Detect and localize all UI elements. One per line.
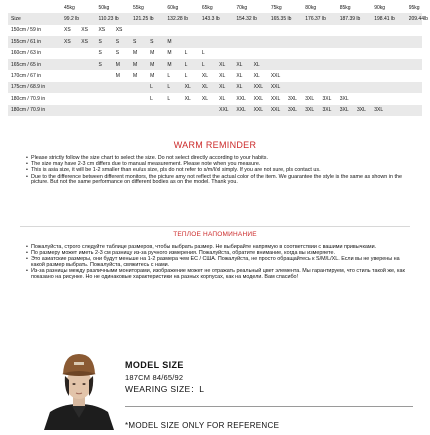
size-cell — [353, 36, 370, 47]
size-cell: 3XL — [370, 105, 387, 116]
size-cell: XL — [236, 73, 243, 80]
size-cell — [284, 82, 301, 93]
size-cell: XL — [184, 95, 191, 102]
size-cell — [215, 48, 232, 59]
size-row — [8, 93, 422, 104]
height-label: 170cm / 67 in — [11, 73, 42, 80]
warm-reminder-heading-ru: ТЕПЛОЕ НАПОМИНАНИЕ — [173, 231, 257, 238]
size-cell — [319, 25, 336, 36]
model-divider — [125, 406, 413, 407]
size-cell: L — [198, 59, 215, 70]
size-cell: XXL — [270, 73, 281, 80]
size-cell: XXL — [270, 95, 281, 102]
weight-kg-cell: 75kg — [270, 4, 282, 11]
size-cell — [387, 82, 404, 93]
weight-kg-cell: 45kg — [64, 4, 75, 11]
size-cell — [198, 36, 215, 47]
size-row — [8, 36, 422, 47]
size-cell — [77, 48, 94, 59]
size-cell — [353, 25, 370, 36]
size-cell — [112, 93, 129, 104]
size-cell — [181, 105, 198, 116]
size-cell — [353, 82, 370, 93]
size-cell — [353, 59, 370, 70]
weight-lb-cell: 132.28 lb — [163, 13, 197, 24]
bullet-icon: • — [26, 161, 28, 168]
reminder-note-text: Due to the difference between different monitors, the picture amy not reflect the actual color of the item. We guarantee the style is the same as shown in the picture. But not the same performance on different bodies as on the model. Thank you. — [31, 173, 402, 186]
size-cell — [250, 48, 267, 59]
size-cell — [284, 70, 301, 81]
reminder-note-text: Из-за разницы между различными мониторами, изображение может не отражать реальный цвет элемента. Мы гарантируем, что стиль такой же, как показано на рисунке. Но не одинаковые характеристики на разных корпусах, как на модели. Вам спасибо! — [31, 268, 405, 281]
size-cell: L — [146, 82, 163, 93]
size-cell: S — [98, 50, 102, 57]
size-cell: XS — [98, 27, 106, 34]
size-cell — [60, 82, 77, 93]
size-cell — [250, 25, 267, 36]
size-cell: M — [146, 59, 163, 70]
size-cell: M — [167, 50, 172, 57]
height-label: 180cm / 70.9 in — [8, 105, 60, 116]
size-cell — [267, 25, 284, 36]
size-cell — [387, 93, 404, 104]
size-row — [8, 70, 422, 81]
reminder-note-text: The size may have 2-3 cm differs due to manual measurement. Please note when you measure. — [31, 161, 261, 168]
size-cell — [284, 48, 301, 59]
size-cell — [129, 25, 146, 36]
size-cell — [60, 48, 77, 59]
size-cell: M — [163, 36, 180, 47]
size-cell: M — [112, 59, 129, 70]
size-cell — [370, 25, 387, 36]
size-cell — [387, 70, 404, 81]
size-cell — [336, 25, 353, 36]
size-cell — [336, 48, 353, 59]
size-cell — [284, 25, 301, 36]
size-cell — [301, 25, 318, 36]
size-cell: L — [184, 50, 188, 57]
size-cell — [336, 82, 353, 93]
size-cell — [163, 25, 180, 36]
size-cell — [319, 59, 336, 70]
size-cell — [146, 105, 163, 116]
size-cell — [60, 93, 77, 104]
size-cell — [319, 70, 336, 81]
size-cell — [370, 82, 387, 93]
size-cell — [94, 82, 111, 93]
bullet-icon: • — [26, 173, 28, 180]
size-cell: XXL — [253, 95, 264, 102]
size-cell: 3XL — [319, 105, 336, 116]
weight-lb-cell: 110.23 lb — [94, 13, 128, 24]
size-cell — [370, 36, 387, 47]
model-size-disclaimer: *MODEL SIZE ONLY FOR REFERENCE — [125, 421, 280, 430]
size-cell: XL — [201, 73, 208, 80]
size-cell — [353, 93, 370, 104]
weight-kg-cell: 90kg — [374, 4, 386, 11]
size-cell — [405, 59, 422, 70]
model-size-title: MODEL SIZE — [125, 360, 184, 370]
size-cell: XL — [215, 59, 232, 70]
size-cell — [267, 59, 284, 70]
weight-kg-row — [8, 2, 422, 13]
size-cell — [267, 36, 284, 47]
size-row — [8, 48, 422, 59]
size-cell: XL — [201, 95, 208, 102]
model-photo — [40, 346, 118, 430]
size-chart — [8, 2, 428, 116]
size-cell: XL — [198, 82, 215, 93]
size-cell: XL — [215, 82, 232, 93]
size-cell — [77, 93, 94, 104]
size-cell: XL — [232, 82, 249, 93]
size-cell — [336, 36, 353, 47]
weight-kg-cell: 95kg — [408, 4, 420, 11]
bullet-icon: • — [26, 244, 28, 250]
size-cell — [232, 48, 249, 59]
size-cell: 3XL — [284, 105, 301, 116]
size-cell: XXL — [250, 82, 267, 93]
size-cell — [405, 105, 422, 116]
size-cell: XXL — [236, 95, 246, 102]
bullet-icon: • — [26, 167, 28, 174]
model-measurements: 187CM 84/65/92 — [125, 373, 184, 382]
size-row — [8, 25, 422, 36]
height-label: 175cm / 68.9 in — [8, 82, 60, 93]
size-cell — [387, 105, 404, 116]
size-cell — [353, 70, 370, 81]
size-cell: XL — [219, 95, 226, 102]
size-cell — [370, 59, 387, 70]
size-cell — [60, 59, 77, 70]
size-cell: XL — [219, 73, 226, 80]
bullet-icon: • — [26, 250, 28, 257]
size-cell: S — [115, 50, 120, 57]
size-cell — [336, 59, 353, 70]
size-cell: M — [150, 50, 155, 57]
size-cell — [370, 70, 387, 81]
size-cell — [301, 70, 318, 81]
size-cell: XS — [64, 27, 71, 34]
size-cell — [232, 36, 249, 47]
size-cell — [215, 25, 232, 36]
size-cell: XXL — [232, 105, 249, 116]
size-cell: L — [184, 73, 188, 80]
size-cell — [77, 105, 94, 116]
size-chart-body — [8, 25, 422, 116]
weight-lb-row — [8, 13, 422, 24]
size-cell: XL — [250, 59, 267, 70]
size-cell: XXL — [267, 105, 284, 116]
weight-lb-cell: 176.37 lb — [301, 13, 335, 24]
size-cell — [336, 70, 353, 81]
size-cell: XL — [253, 73, 260, 80]
size-cell: L — [201, 50, 205, 57]
size-cell — [77, 70, 94, 81]
size-cell — [301, 48, 318, 59]
size-cell: M — [132, 50, 138, 57]
height-label: 160cm / 63 in — [11, 50, 42, 57]
size-cell — [181, 25, 198, 36]
size-cell: 3XL — [305, 95, 315, 102]
size-cell — [284, 36, 301, 47]
size-cell: S — [112, 36, 129, 47]
reminder-note — [26, 269, 410, 281]
weight-kg-cell: 65kg — [201, 4, 213, 11]
size-cell — [387, 36, 404, 47]
size-cell: S — [94, 59, 111, 70]
size-cell: XXL — [267, 82, 284, 93]
weight-lb-cell: 165.35 lb — [267, 13, 301, 24]
reminder-note-text: Please strictly follow the size chart to select the size. Do not select directly according to your habits. — [31, 155, 268, 161]
weight-kg-cell: 85kg — [339, 4, 351, 11]
size-cell — [319, 48, 336, 59]
size-cell — [60, 70, 77, 81]
size-cell: XXL — [250, 105, 267, 116]
size-cell — [405, 25, 422, 36]
size-cell: 3XL — [339, 95, 349, 102]
size-cell: 3XL — [301, 105, 318, 116]
section-divider — [20, 226, 410, 227]
size-cell — [250, 36, 267, 47]
weight-kg-cell: 70kg — [236, 4, 248, 11]
size-cell — [215, 36, 232, 47]
size-cell — [387, 25, 404, 36]
size-cell: 3XL — [353, 105, 370, 116]
size-cell — [77, 82, 94, 93]
size-cell: L — [181, 59, 198, 70]
weight-lb-cell: 209.44lb — [405, 13, 422, 24]
size-cell — [94, 70, 111, 81]
size-cell: XS — [81, 27, 88, 34]
size-cell — [301, 82, 318, 93]
size-cell: S — [146, 36, 163, 47]
size-cell: L — [163, 82, 180, 93]
size-row — [8, 105, 422, 116]
size-cell — [284, 59, 301, 70]
size-cell — [319, 36, 336, 47]
size-cell — [319, 82, 336, 93]
size-cell — [112, 82, 129, 93]
size-chart-table — [8, 2, 428, 116]
size-cell — [198, 105, 215, 116]
size-cell — [405, 36, 422, 47]
size-cell: M — [132, 73, 138, 80]
size-cell: M — [129, 59, 146, 70]
reminder-note — [26, 175, 410, 187]
warm-reminder-notes — [26, 156, 410, 187]
size-cell — [387, 59, 404, 70]
size-cell — [112, 105, 129, 116]
weight-lb-cell: 99.2 lb — [60, 13, 94, 24]
model-illustration — [40, 346, 118, 430]
size-cell — [301, 59, 318, 70]
size-cell — [94, 93, 111, 104]
size-cell: XS — [60, 36, 77, 47]
size-cell: 3XL — [322, 95, 332, 102]
reminder-note-text: Это азиатские размеры, они будут меньше на 1-2 размера чем ЕС / США. Пожалуйста, не просто обращайтесь к S/M/L/XL. Если вы не уверены на какой размер выбрать. Пожалуйста, свяжитесь с нами. — [31, 256, 400, 269]
height-label: 150cm / 59 in — [11, 27, 42, 34]
weight-kg-cell: 50kg — [98, 4, 110, 11]
height-label: 155cm / 61 in — [8, 36, 60, 47]
weight-row-blank — [8, 2, 60, 13]
height-label: 180cm / 70.9 in — [11, 95, 46, 102]
size-cell — [353, 48, 370, 59]
bullet-icon: • — [26, 268, 28, 275]
size-cell: M — [150, 73, 155, 80]
warm-reminder-notes-ru — [26, 245, 410, 281]
size-cell — [163, 105, 180, 116]
size-cell: L — [167, 73, 171, 80]
size-cell: M — [163, 59, 180, 70]
weight-lb-cell: 143.3 lb — [198, 13, 232, 24]
size-cell — [405, 48, 422, 59]
size-cell: XXL — [215, 105, 232, 116]
size-cell — [405, 93, 422, 104]
size-cell: L — [167, 95, 171, 102]
size-cell: M — [115, 73, 120, 80]
size-cell — [405, 82, 422, 93]
size-cell — [77, 59, 94, 70]
weight-lb-cell: 198.41 lb — [370, 13, 404, 24]
size-cell — [405, 70, 422, 81]
size-cell — [301, 36, 318, 47]
size-cell — [370, 48, 387, 59]
size-cell — [129, 93, 146, 104]
size-cell — [129, 82, 146, 93]
weight-lb-cell: 187.39 lb — [336, 13, 370, 24]
warm-reminder-heading: WARM REMINDER — [173, 140, 257, 150]
size-cell: S — [129, 36, 146, 47]
size-cell: S — [94, 36, 111, 47]
size-cell: XL — [181, 82, 198, 93]
model-wearing-size: WEARING SIZE：L — [125, 384, 205, 394]
weight-lb-cell: 154.32 lb — [232, 13, 266, 24]
size-cell: L — [150, 95, 153, 102]
bullet-icon: • — [26, 155, 28, 161]
size-cell: 3XL — [336, 105, 353, 116]
size-cell: XS — [77, 36, 94, 47]
size-cell — [387, 48, 404, 59]
size-corner-label: Size — [8, 13, 60, 24]
reminder-note-text: Пожалуйста, строго следуйте таблице размеров, чтобы выбрать размер. Не выбирайте напрямую в соответствии с вашими привычками. — [31, 244, 377, 250]
size-cell — [129, 105, 146, 116]
height-label: 165cm / 65 in — [8, 59, 60, 70]
reminder-note-text: По размеру может иметь 2-3 см разницу из-за ручного измерения. Пожалуйста, обратите внимание, когда вы измеряете. — [31, 250, 335, 257]
size-row — [8, 59, 422, 70]
size-cell: XL — [232, 59, 249, 70]
size-cell — [267, 48, 284, 59]
size-cell: XS — [115, 27, 123, 34]
size-cell — [232, 25, 249, 36]
size-cell — [198, 25, 215, 36]
size-row — [8, 82, 422, 93]
weight-lb-cell: 121.25 lb — [129, 13, 163, 24]
bullet-icon: • — [26, 256, 28, 263]
size-cell — [181, 36, 198, 47]
size-cell: 3XL — [288, 95, 297, 102]
weight-kg-cell: 55kg — [132, 4, 144, 11]
reminder-note-text: This is asia size, it will be 1-2 smaller than eu/us size, pls do not refer to s/m/l/xl simply. If you are not sure, pls contact us. — [31, 167, 321, 174]
weight-kg-cell: 60kg — [167, 4, 179, 11]
size-cell — [146, 25, 163, 36]
size-cell — [94, 105, 111, 116]
size-cell — [60, 105, 77, 116]
size-cell — [370, 93, 387, 104]
weight-kg-cell: 80kg — [305, 4, 317, 11]
